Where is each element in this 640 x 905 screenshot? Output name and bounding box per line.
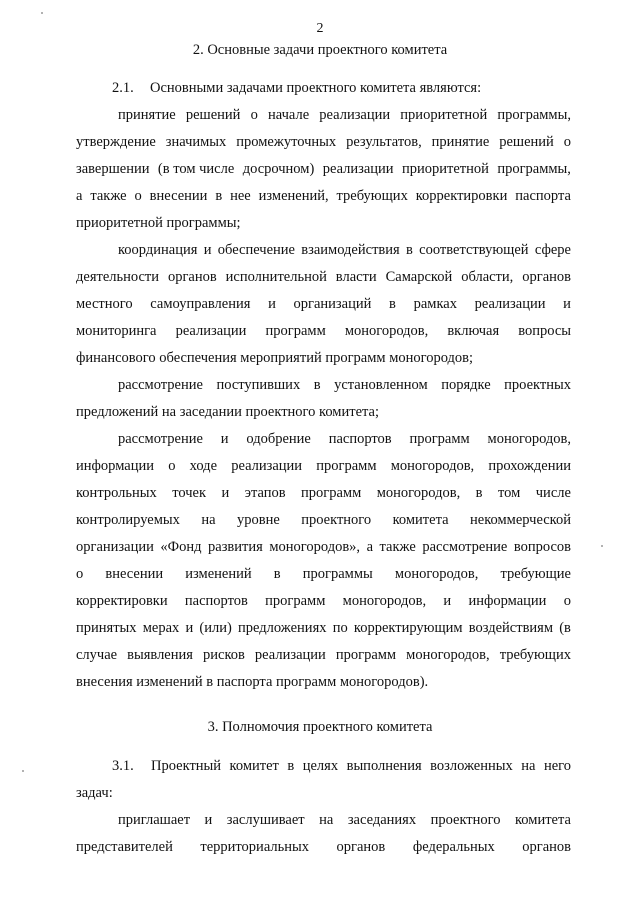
word: выявления <box>127 647 193 663</box>
text-line <box>76 646 571 664</box>
word: числе <box>535 485 571 501</box>
word: корректировки <box>415 188 508 204</box>
word: «Фонд <box>160 539 202 555</box>
text-line: внесения изменений в паспорта программ моногородов). <box>76 674 429 690</box>
word: возложенных <box>430 758 513 774</box>
word: досрочном) <box>242 161 315 177</box>
word: реализации <box>319 107 391 123</box>
word: Самарской <box>385 269 453 285</box>
word: рамках <box>413 296 457 312</box>
item-2-1-lead <box>112 79 481 97</box>
word: (или) <box>199 620 232 636</box>
word: вопросы <box>518 323 571 339</box>
word: требующие <box>500 566 571 582</box>
word: уровне <box>236 512 280 528</box>
word: реализации <box>474 296 546 312</box>
word: в <box>287 758 295 774</box>
section-3-heading: 3. Полномочия проектного комитета <box>207 719 433 735</box>
word: вопросов <box>513 539 571 555</box>
word: комитета <box>392 512 449 528</box>
word: информации <box>468 593 547 609</box>
word: проектного <box>301 512 372 528</box>
word: порядке <box>441 377 491 393</box>
word: исполнительной <box>225 269 327 285</box>
word: принятие <box>118 107 176 123</box>
word: о <box>563 593 571 609</box>
word: мерах <box>142 620 180 636</box>
text-line <box>76 592 571 610</box>
word: рассмотрение <box>422 539 508 555</box>
word: в <box>313 377 321 393</box>
word: случае <box>76 647 118 663</box>
word: решений <box>499 134 554 150</box>
word: реализации <box>322 161 394 177</box>
word: комитет <box>229 758 279 774</box>
scan-speck <box>601 545 603 547</box>
word: включая <box>447 323 500 339</box>
word: том <box>498 485 521 501</box>
word: моногородов, <box>487 431 571 447</box>
text-line <box>76 133 571 151</box>
word: обеспечение <box>217 242 295 258</box>
word: программы, <box>497 107 571 123</box>
word: моногородов, <box>394 566 479 582</box>
text-line <box>76 160 571 178</box>
word: также <box>379 539 416 555</box>
word: информации <box>76 458 154 474</box>
word: этапов <box>244 485 286 501</box>
text-line <box>76 565 571 583</box>
word: на <box>521 758 536 774</box>
word: о <box>250 107 258 123</box>
word: деятельности <box>76 269 160 285</box>
word: о <box>134 188 142 204</box>
word: программ <box>265 593 326 609</box>
word: начале <box>267 107 310 123</box>
text-line <box>76 322 571 340</box>
word: одобрение <box>246 431 311 447</box>
word: о <box>168 458 176 474</box>
word: моногородов», <box>269 539 361 555</box>
word: координация <box>118 242 198 258</box>
word: принятие <box>431 134 490 150</box>
word: требующих <box>336 188 408 204</box>
word: представителей <box>76 839 173 855</box>
word: мониторинга <box>76 323 157 339</box>
word: и <box>268 296 276 312</box>
word: местного <box>76 296 133 312</box>
word: результатов, <box>346 134 422 150</box>
word: прохождении <box>488 458 571 474</box>
word: завершении <box>76 161 150 177</box>
word: выполнения <box>346 758 422 774</box>
word: организации <box>76 539 154 555</box>
word: программ <box>335 647 397 663</box>
word: и <box>185 620 194 636</box>
word: в <box>475 485 483 501</box>
text-line: задач: <box>76 785 113 801</box>
word: органов <box>522 269 571 285</box>
word: приоритетной <box>400 107 488 123</box>
word: взаимодействия <box>301 242 400 258</box>
word: территориальных <box>200 839 309 855</box>
text-line <box>76 511 571 529</box>
item-lead-text: Основными задачами проектного комитета являются: <box>150 80 482 96</box>
word: в <box>273 566 281 582</box>
word: моногородов, <box>344 323 429 339</box>
text-line <box>118 811 571 829</box>
text-line: приоритетной программы; <box>76 215 241 231</box>
word: предложениях <box>238 620 327 636</box>
text-line <box>118 106 571 124</box>
word: программ <box>316 458 377 474</box>
word: моногородов, <box>342 593 427 609</box>
word: о <box>76 566 84 582</box>
word: комитета <box>514 812 571 828</box>
word: и <box>563 296 571 312</box>
word: контрольных <box>76 485 157 501</box>
word: корректировки <box>76 593 168 609</box>
item-number: 2.1. <box>112 80 134 96</box>
text-line <box>118 241 571 259</box>
word: целях <box>302 758 339 774</box>
word: приоритетной <box>401 161 489 177</box>
word: программы, <box>497 161 571 177</box>
text-line <box>76 838 571 856</box>
word: промежуточных <box>236 134 337 150</box>
text-line <box>118 376 571 394</box>
word: в <box>406 242 413 258</box>
section-2-heading: 2. Основные задачи проектного комитета <box>192 42 448 58</box>
word: ходе <box>189 458 217 474</box>
word: программ <box>265 323 326 339</box>
word: органов <box>522 839 571 855</box>
text-line <box>76 538 571 556</box>
word: точек <box>172 485 207 501</box>
word: соответствующей <box>419 242 529 258</box>
word: внесении <box>149 188 208 204</box>
word: о <box>563 134 571 150</box>
word: поступивших <box>216 377 301 393</box>
word: моногородов, <box>406 647 490 663</box>
word: самоуправления <box>150 296 251 312</box>
page-number: 2 <box>316 21 324 36</box>
word: паспорта <box>515 188 571 204</box>
word: внесении <box>105 566 164 582</box>
word: паспортов <box>184 593 248 609</box>
text-line <box>76 484 571 502</box>
text-line <box>76 187 571 205</box>
word: в <box>389 296 396 312</box>
word: рассмотрение <box>118 431 203 447</box>
word: и <box>220 431 229 447</box>
word: Проектный <box>151 758 222 774</box>
word: контролируемых <box>76 512 180 528</box>
word: на <box>319 812 334 828</box>
word: по <box>332 620 348 636</box>
word: установленном <box>334 377 428 393</box>
word: на <box>201 512 216 528</box>
word: корректирующим <box>353 620 463 636</box>
scan-speck <box>22 770 24 772</box>
text-line: финансового обеспечения мероприятий программ моногородов; <box>76 350 474 366</box>
word: проектного <box>430 812 501 828</box>
word: моногородов, <box>376 485 461 501</box>
words-group <box>151 757 571 775</box>
word: решений <box>185 107 241 123</box>
word: рисков <box>203 647 245 663</box>
word: проектных <box>504 377 571 393</box>
word: значимых <box>165 134 227 150</box>
word: изменений <box>185 566 252 582</box>
word: изменений, <box>258 188 329 204</box>
word: федеральных <box>412 839 495 855</box>
word: заслушивает <box>226 812 305 828</box>
word: организаций <box>293 296 372 312</box>
word: моногородов, <box>390 458 475 474</box>
word: и <box>203 242 212 258</box>
word: сфере <box>534 242 571 258</box>
word: программ <box>409 431 470 447</box>
text-line <box>76 268 571 286</box>
word: (в том числе <box>157 161 235 177</box>
word: и <box>221 485 230 501</box>
word: также <box>90 188 127 204</box>
text-line <box>76 295 571 313</box>
word: (в <box>559 620 571 636</box>
word: рассмотрение <box>118 377 203 393</box>
word: утверждение <box>76 134 156 150</box>
word: принятых <box>76 620 137 636</box>
word: органов <box>336 839 386 855</box>
word: заседаниях <box>347 812 417 828</box>
text-line <box>76 457 571 475</box>
word: реализации <box>231 458 303 474</box>
word: паспортов <box>328 431 392 447</box>
text-line <box>76 619 571 637</box>
word: власти <box>335 269 377 285</box>
word: реализации <box>254 647 326 663</box>
word: органов <box>167 269 217 285</box>
word: развития <box>208 539 263 555</box>
scan-speck <box>41 12 43 14</box>
word: области, <box>461 269 514 285</box>
word: воздействиям <box>468 620 554 636</box>
word: и <box>204 812 213 828</box>
item-number: 3.1. <box>112 758 134 774</box>
text-line: предложений на заседании проектного комитета; <box>76 404 379 420</box>
word: реализации <box>175 323 247 339</box>
word: требующих <box>499 647 571 663</box>
word: нее <box>230 188 251 204</box>
word: него <box>543 758 571 774</box>
word: программ <box>301 485 362 501</box>
word: программы <box>302 566 373 582</box>
word: а <box>76 188 83 204</box>
word: а <box>366 539 374 555</box>
word: приглашает <box>118 812 191 828</box>
word: и <box>443 593 452 609</box>
text-line <box>118 430 571 448</box>
item-3-1-line <box>112 757 571 775</box>
word: в <box>215 188 223 204</box>
word: некоммерческой <box>470 512 571 528</box>
